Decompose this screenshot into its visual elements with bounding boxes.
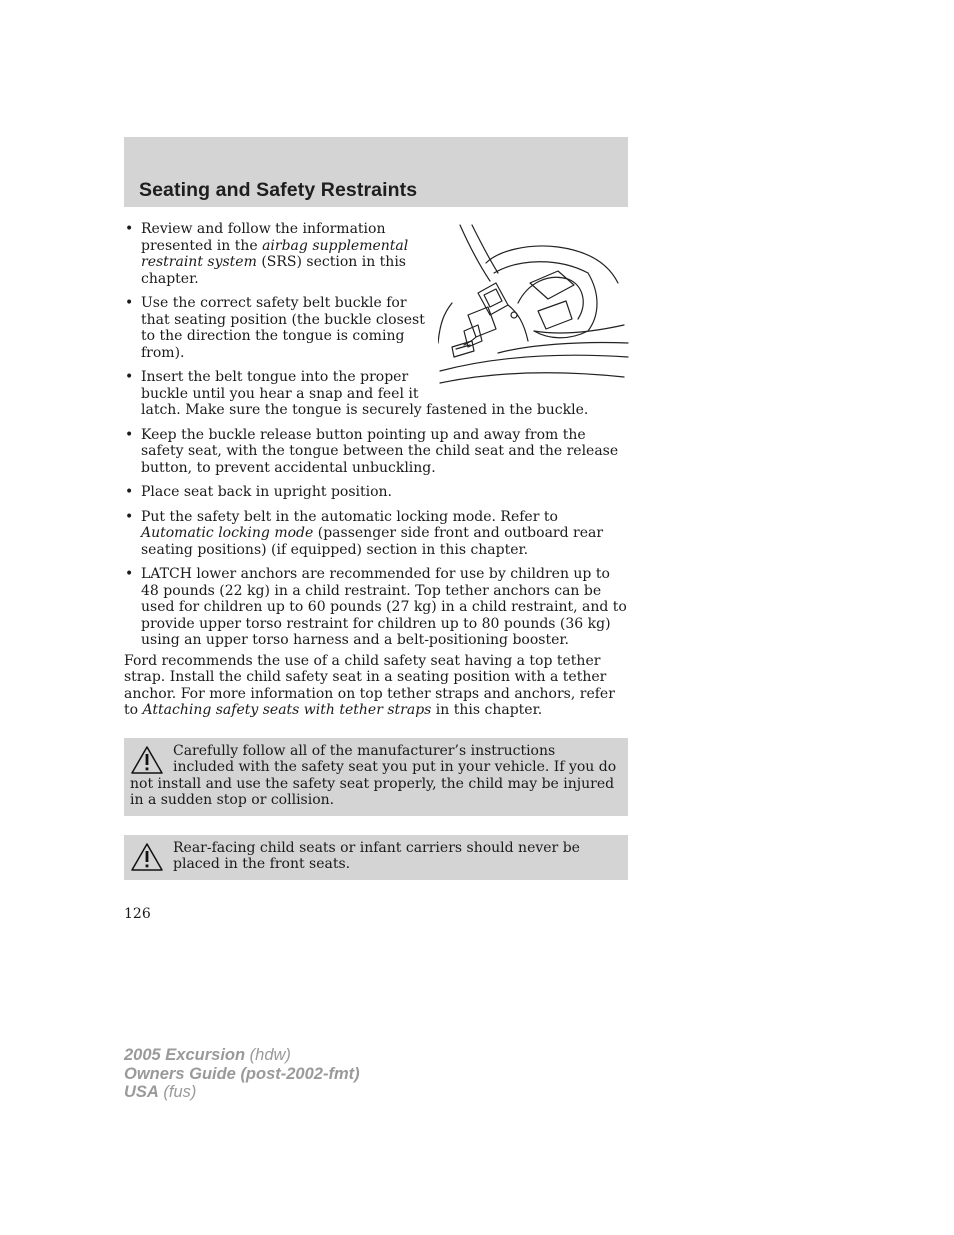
item-text: Put the safety belt in the automatic locking mode. Refer to [141, 508, 558, 525]
page-content [124, 221, 628, 922]
list-item [124, 295, 628, 361]
footer-region: USA [124, 1083, 159, 1101]
list-item [124, 369, 628, 419]
footer-guide: Owners Guide (post-2002-fmt) [124, 1064, 360, 1083]
item-text-italic: Automatic locking mode [141, 525, 314, 541]
bullet-icon: • [125, 484, 134, 500]
bullet-list-rest [124, 427, 628, 649]
footer-region-code: (fus) [158, 1083, 197, 1101]
list-item [124, 221, 628, 287]
item-text: (passenger side front and outboard rear seating positions) (if equipped) section in this chapter. [141, 525, 604, 558]
bullet-icon: • [125, 426, 134, 443]
bullet-icon: • [125, 566, 134, 582]
section-title: Seating and Safety Restraints [139, 179, 418, 201]
paragraph-text: in this chapter. [431, 702, 543, 718]
footer-line-2 [124, 1065, 360, 1084]
list-item [124, 484, 628, 501]
section-header [124, 137, 628, 207]
item-text: Place seat back in upright position. [141, 484, 392, 500]
bullet-icon: • [125, 295, 134, 311]
footer-line-3 [124, 1083, 360, 1102]
body-paragraph [124, 653, 628, 719]
footer-model-code: (hdw) [245, 1046, 291, 1064]
bullet-icon: • [125, 369, 134, 385]
page-number: 126 [124, 905, 151, 922]
bullet-icon: • [125, 508, 134, 525]
document-footer [124, 1046, 360, 1102]
warning-text: Rear-facing child seats or infant carriers should never be placed in the front seats. [173, 839, 580, 872]
bullet-list-top [124, 221, 628, 419]
bullet-icon: • [125, 221, 134, 237]
item-text: Review and follow the information presented in the [141, 221, 386, 254]
item-text: Keep the buckle release button pointing up and away from the safety seat, with the tongue between the child seat and the release button, to prevent accidental unbuckling. [141, 426, 619, 476]
item-text-italic: airbag supplemental restraint system [141, 237, 409, 270]
footer-model: 2005 Excursion [124, 1046, 246, 1064]
warning-box [124, 738, 628, 816]
warning-triangle-icon [130, 745, 164, 775]
warning-box [124, 835, 628, 880]
item-text: LATCH lower anchors are recommended for use by children up to 48 pounds (22 kg) in a child restraint. Top tether anchors can be used for children up to 60 pounds (27 kg) in a child restraint, and to provide upper torso restraint for children up to 80 pounds (36 kg) using an upper torso harness and a belt-positioning booster. [141, 566, 627, 648]
list-item [124, 427, 628, 477]
paragraph-text-italic: Attaching safety seats with tether straps [142, 702, 432, 718]
item-text: (SRS) section in this chapter. [141, 254, 406, 287]
warning-triangle-icon [130, 842, 164, 872]
list-item [124, 566, 628, 649]
item-text: Use the correct safety belt buckle for that seating position (the buckle closest to the direction the tongue is coming from). [141, 295, 425, 361]
warning-text: Carefully follow all of the manufacturer’s instructions included with the safety seat you put in your vehicle. If you do not install and use the safety seat properly, the child may be injured in a sudden stop or collision. [130, 742, 617, 808]
paragraph-text: Ford recommends the use of a child safety seat having a top tether strap. Install the child safety seat in a seating position with a tether anchor. For more information on top tether straps and anchors, refer to [124, 652, 615, 718]
item-text: Insert the belt tongue into the proper buckle until you hear a snap and feel it latch. Make sure the tongue is securely fastened in the buckle. [141, 369, 589, 418]
footer-line-1 [124, 1046, 360, 1065]
list-item [124, 509, 628, 559]
